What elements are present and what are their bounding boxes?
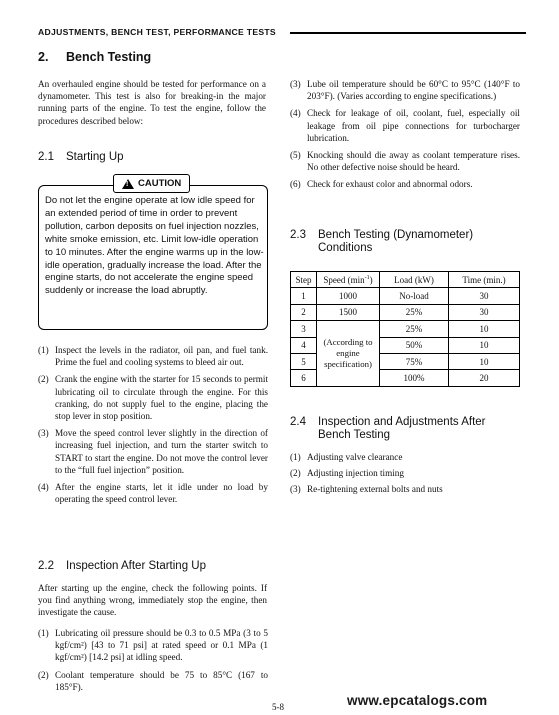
col-header-load: Load (kW) <box>380 272 449 288</box>
table-header-row <box>291 272 520 288</box>
list-item: (2) Crank the engine with the starter for 15 seconds to permit lubricating oil to circulate through the engine. For this cranking, do not supply fuel to the engine, placing the stop lever in stop position. <box>38 374 268 422</box>
list-item: (1) Inspect the levels in the radiator, oil pan, and fuel tank. Prime the fuel and cooling systems to bleed air out. <box>38 345 268 368</box>
section-number: 2.2 <box>38 560 54 572</box>
list-item: (5) Knocking should die away as coolant temperature rises. No other defective noise should be heard. <box>290 150 520 173</box>
section-title: Inspection and Adjustments After <box>318 416 486 428</box>
section-number: 2.4 <box>290 416 306 428</box>
watermark: www.epcatalogs.com <box>347 693 488 708</box>
section-title: Bench Testing (Dynamometer) <box>318 229 474 241</box>
list-item: (1) Lubricating oil pressure should be 0.3 to 0.5 MPa (3 to 5 kgf/cm²) [43 to 71 psi] at rated speed or 0.1 MPa (1 kgf/cm²) [14.2 psi] at idling speed. <box>38 628 268 663</box>
inspection-list-right <box>290 78 520 196</box>
list-item: (3) Move the speed control lever slightly in the direction of increasing fuel injection, and turn the starter switch to START to start the engine. Do not move the control lever to the “full fuel injection” position. <box>38 428 268 475</box>
list-item: (6) Check for exhaust color and abnormal odors. <box>290 179 473 190</box>
list-item: (3) Lube oil temperature should be 60°C to 95°C (140°F to 203°F). (Varies according to engine specifications.) <box>290 79 520 102</box>
table-row: 6 100% 20 <box>291 370 520 386</box>
col-header-time: Time (min.) <box>449 272 520 288</box>
section-number: 2. <box>38 50 49 64</box>
section-title: Inspection After Starting Up <box>66 560 206 572</box>
header-rule <box>290 32 526 34</box>
section-title: Bench Testing <box>66 50 152 64</box>
list-item: (2) Coolant temperature should be 75 to 85°C (167 to 185°F). <box>38 669 268 692</box>
caution-label <box>113 174 190 193</box>
list-item: (4) After the engine starts, let it idle under no load by operating the speed control lever. <box>38 482 268 505</box>
col-header-step: Step <box>291 272 317 288</box>
running-header: ADJUSTMENTS, BENCH TEST, PERFORMANCE TESTS <box>38 27 276 37</box>
table-row: 2 1500 25% 30 <box>291 304 520 320</box>
section-2-heading <box>38 50 151 64</box>
caution-label-text: CAUTION <box>138 178 182 189</box>
table-row: 1 1000 No-load 30 <box>291 288 520 304</box>
warning-triangle-icon: ! <box>122 179 134 189</box>
starting-up-steps <box>38 344 268 510</box>
caution-text: Do not let the engine operate at low idle speed for an extended period of time in order to prevent pollution, carbon deposits on fuel injection nozzles, white smoke emission, etc. Limit low-idle operation to 10 minutes. After the engine warms up in the low-idle operation, gradually increase the load. After the engine starts, do not accelerate the engine speed suddenly or increase the load abruptly. <box>45 195 264 297</box>
section-title: Starting Up <box>66 151 124 163</box>
section-2-2-intro: After starting up the engine, check the following points. If you find anything wrong, immediately stop the engine, then investigate the cause. <box>38 583 267 618</box>
table-row: 5 75% 10 <box>291 353 520 369</box>
section-2-intro: An overhauled engine should be tested for performance on a dynamometer. This test is also for breaking-in the major running parts of the engine. To test the engine, follow the procedures described below: <box>38 79 266 126</box>
section-2-3-heading <box>290 229 473 255</box>
col-header-speed: Speed $(\min^{-1})$ <box>317 272 380 288</box>
section-2-1-heading <box>38 151 124 164</box>
section-2-4-heading <box>290 416 486 442</box>
list-item: (3) Re-tightening external bolts and nuts <box>290 484 443 495</box>
section-title-cont: Bench Testing <box>318 429 391 441</box>
page-number: 5-8 <box>272 702 284 712</box>
section-number: 2.1 <box>38 151 54 163</box>
section-2-2-heading <box>38 560 206 573</box>
adjustments-list <box>290 451 520 500</box>
merged-speed-cell: (According to engine specification) <box>317 321 380 387</box>
list-item: (2) Adjusting injection timing <box>290 468 404 479</box>
list-item: (1) Adjusting valve clearance <box>290 452 403 462</box>
section-title-cont: Conditions <box>318 242 373 254</box>
list-item: (4) Check for leakage of oil, coolant, fuel, especially oil leakage from oil pipe connections for turbocharger lubrication. <box>290 108 520 143</box>
table-row: 3 (According to engine specification) 25% 10 <box>291 321 520 337</box>
bench-test-conditions-table <box>290 271 520 387</box>
inspection-list-left <box>38 627 268 698</box>
section-number: 2.3 <box>290 229 306 241</box>
table-row: 4 50% 10 <box>291 337 520 353</box>
